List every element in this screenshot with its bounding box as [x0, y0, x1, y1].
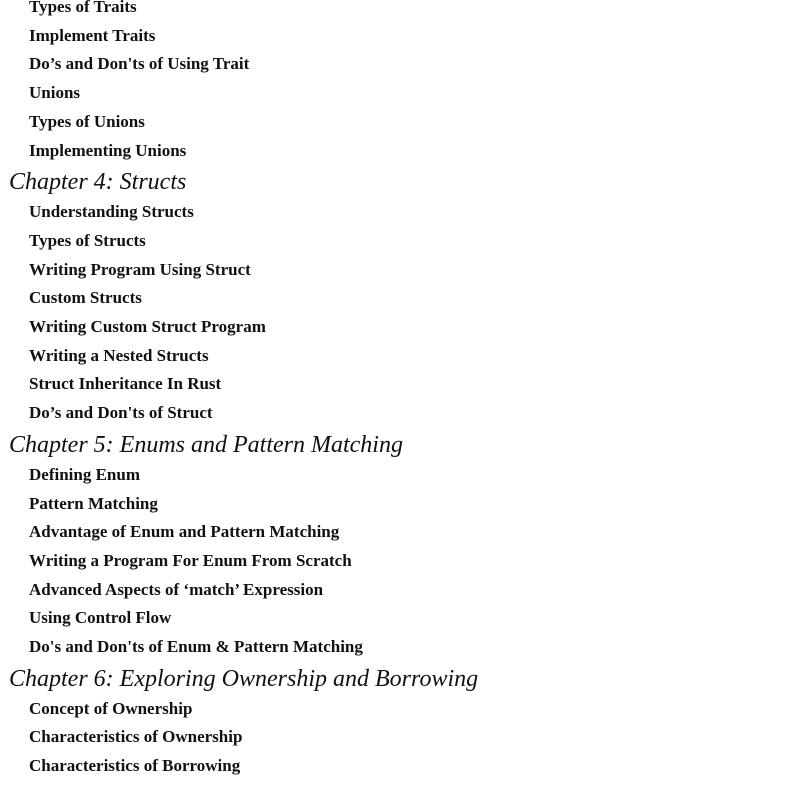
toc-item-types-of-unions[interactable]: Types of Unions: [29, 111, 145, 131]
toc-item-dos-donts-trait[interactable]: Do’s and Don'ts of Using Trait: [29, 54, 250, 74]
toc-item-types-of-traits[interactable]: Types of Traits: [29, 0, 137, 16]
toc-item-struct-inheritance[interactable]: Struct Inheritance In Rust: [29, 374, 222, 394]
toc-item-control-flow[interactable]: Using Control Flow: [29, 608, 172, 628]
toc-item-implementing-unions[interactable]: Implementing Unions: [29, 140, 187, 160]
toc-item-custom-structs[interactable]: Custom Structs: [29, 288, 142, 308]
toc-item-writing-enum-program[interactable]: Writing a Program For Enum From Scratch: [29, 550, 352, 570]
toc-item-defining-enum[interactable]: Defining Enum: [29, 464, 140, 484]
toc-item-characteristics-borrowing[interactable]: Characteristics of Borrowing: [29, 756, 241, 776]
toc-item-advanced-match[interactable]: Advanced Aspects of ‘match’ Expression: [29, 579, 324, 599]
toc-item-writing-program-struct[interactable]: Writing Program Using Struct: [29, 259, 251, 279]
toc-item-dos-donts-enum[interactable]: Do's and Don'ts of Enum & Pattern Matching: [29, 637, 363, 657]
toc-item-implement-traits[interactable]: Implement Traits: [29, 25, 156, 45]
toc-item-understanding-structs[interactable]: Understanding Structs: [29, 202, 194, 222]
toc-item-pattern-matching[interactable]: Pattern Matching: [29, 493, 158, 513]
toc-item-writing-custom-struct[interactable]: Writing Custom Struct Program: [29, 317, 266, 337]
chapter-heading-5[interactable]: Chapter 5: Enums and Pattern Matching: [9, 431, 403, 458]
chapter-heading-6[interactable]: Chapter 6: Exploring Ownership and Borrowing: [9, 665, 479, 692]
toc-item-unions[interactable]: Unions: [29, 83, 81, 103]
toc-item-advantage-enum[interactable]: Advantage of Enum and Pattern Matching: [29, 522, 340, 542]
toc-item-concept-ownership[interactable]: Concept of Ownership: [29, 698, 193, 718]
toc-item-types-of-structs[interactable]: Types of Structs: [29, 230, 146, 250]
toc-item-nested-structs[interactable]: Writing a Nested Structs: [29, 345, 209, 365]
chapter-heading-4[interactable]: Chapter 4: Structs: [9, 169, 187, 196]
toc-item-dos-donts-struct[interactable]: Do’s and Don'ts of Struct: [29, 403, 213, 423]
toc-item-characteristics-ownership[interactable]: Characteristics of Ownership: [29, 727, 243, 747]
